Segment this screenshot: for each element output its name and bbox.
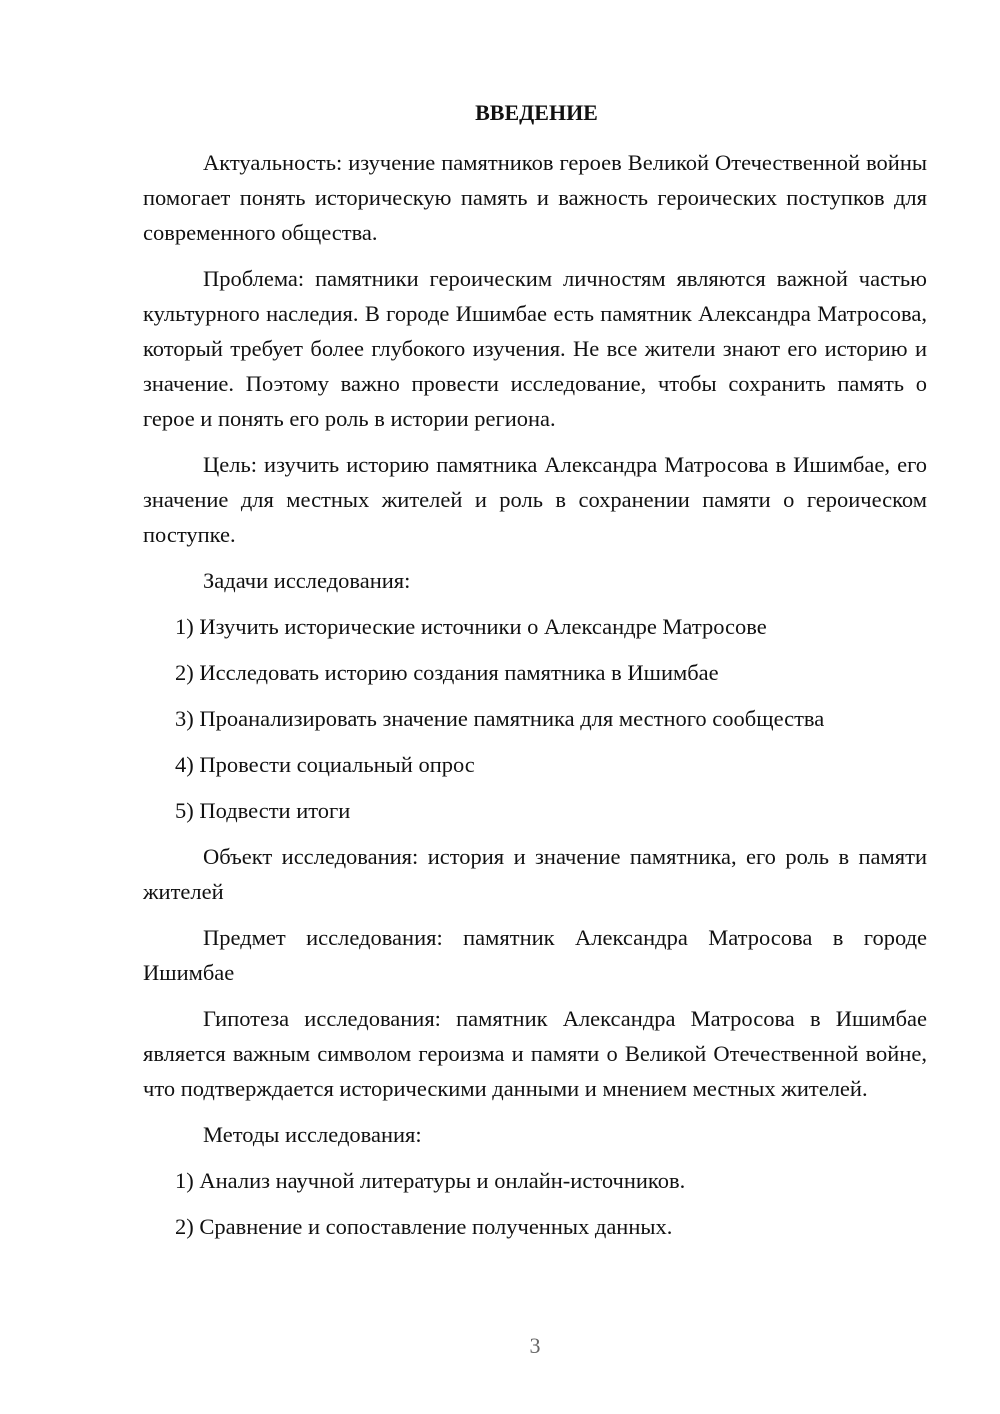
page-content xyxy=(143,95,927,1255)
page-number: 3 xyxy=(529,1333,541,1358)
task-item: 5) Подвести итоги xyxy=(175,798,351,823)
task-item: 4) Провести социальный опрос xyxy=(175,752,475,777)
tasks-heading: Задачи исследования: xyxy=(203,568,411,593)
paragraph-relevance: Актуальность: изучение памятников героев Великой Отечественной войны помогает понять историческую память и важность героических поступков для современного общества. xyxy=(143,150,927,245)
method-item: 2) Сравнение и сопоставление полученных данных. xyxy=(175,1214,673,1239)
task-item: 1) Изучить исторические источники о Александре Матросове xyxy=(175,614,767,639)
method-item: 1) Анализ научной литературы и онлайн-источников. xyxy=(175,1168,686,1193)
paragraph-hypothesis: Гипотеза исследования: памятник Александра Матросова в Ишимбае является важным символом героизма и памяти о Великой Отечественной войне, что подтверждается историческими данными и мнением местных жителей. xyxy=(143,1006,927,1101)
paragraph-goal: Цель: изучить историю памятника Александра Матросова в Ишимбае, его значение для местных жителей и роль в сохранении памяти о героическом поступке. xyxy=(143,452,927,547)
paragraph-object: Объект исследования: история и значение памятника, его роль в памяти жителей xyxy=(143,844,927,904)
methods-heading: Методы исследования: xyxy=(203,1122,422,1147)
paragraph-problem: Проблема: памятники героическим личностям являются важной частью культурного наследия. В городе Ишимбае есть памятник Александра Матросова, который требует более глубокого изучения. Не все жители знают его историю и значение. Поэтому важно провести исследование, чтобы сохранить память о герое и понять его роль в истории региона. xyxy=(143,266,927,431)
section-title: ВВЕДЕНИЕ xyxy=(475,100,598,125)
task-item: 2) Исследовать историю создания памятника в Ишимбае xyxy=(175,660,719,685)
task-item: 3) Проанализировать значение памятника для местного сообщества xyxy=(175,706,825,731)
paragraph-subject: Предмет исследования: памятник Александра Матросова в городе Ишимбае xyxy=(143,925,927,985)
